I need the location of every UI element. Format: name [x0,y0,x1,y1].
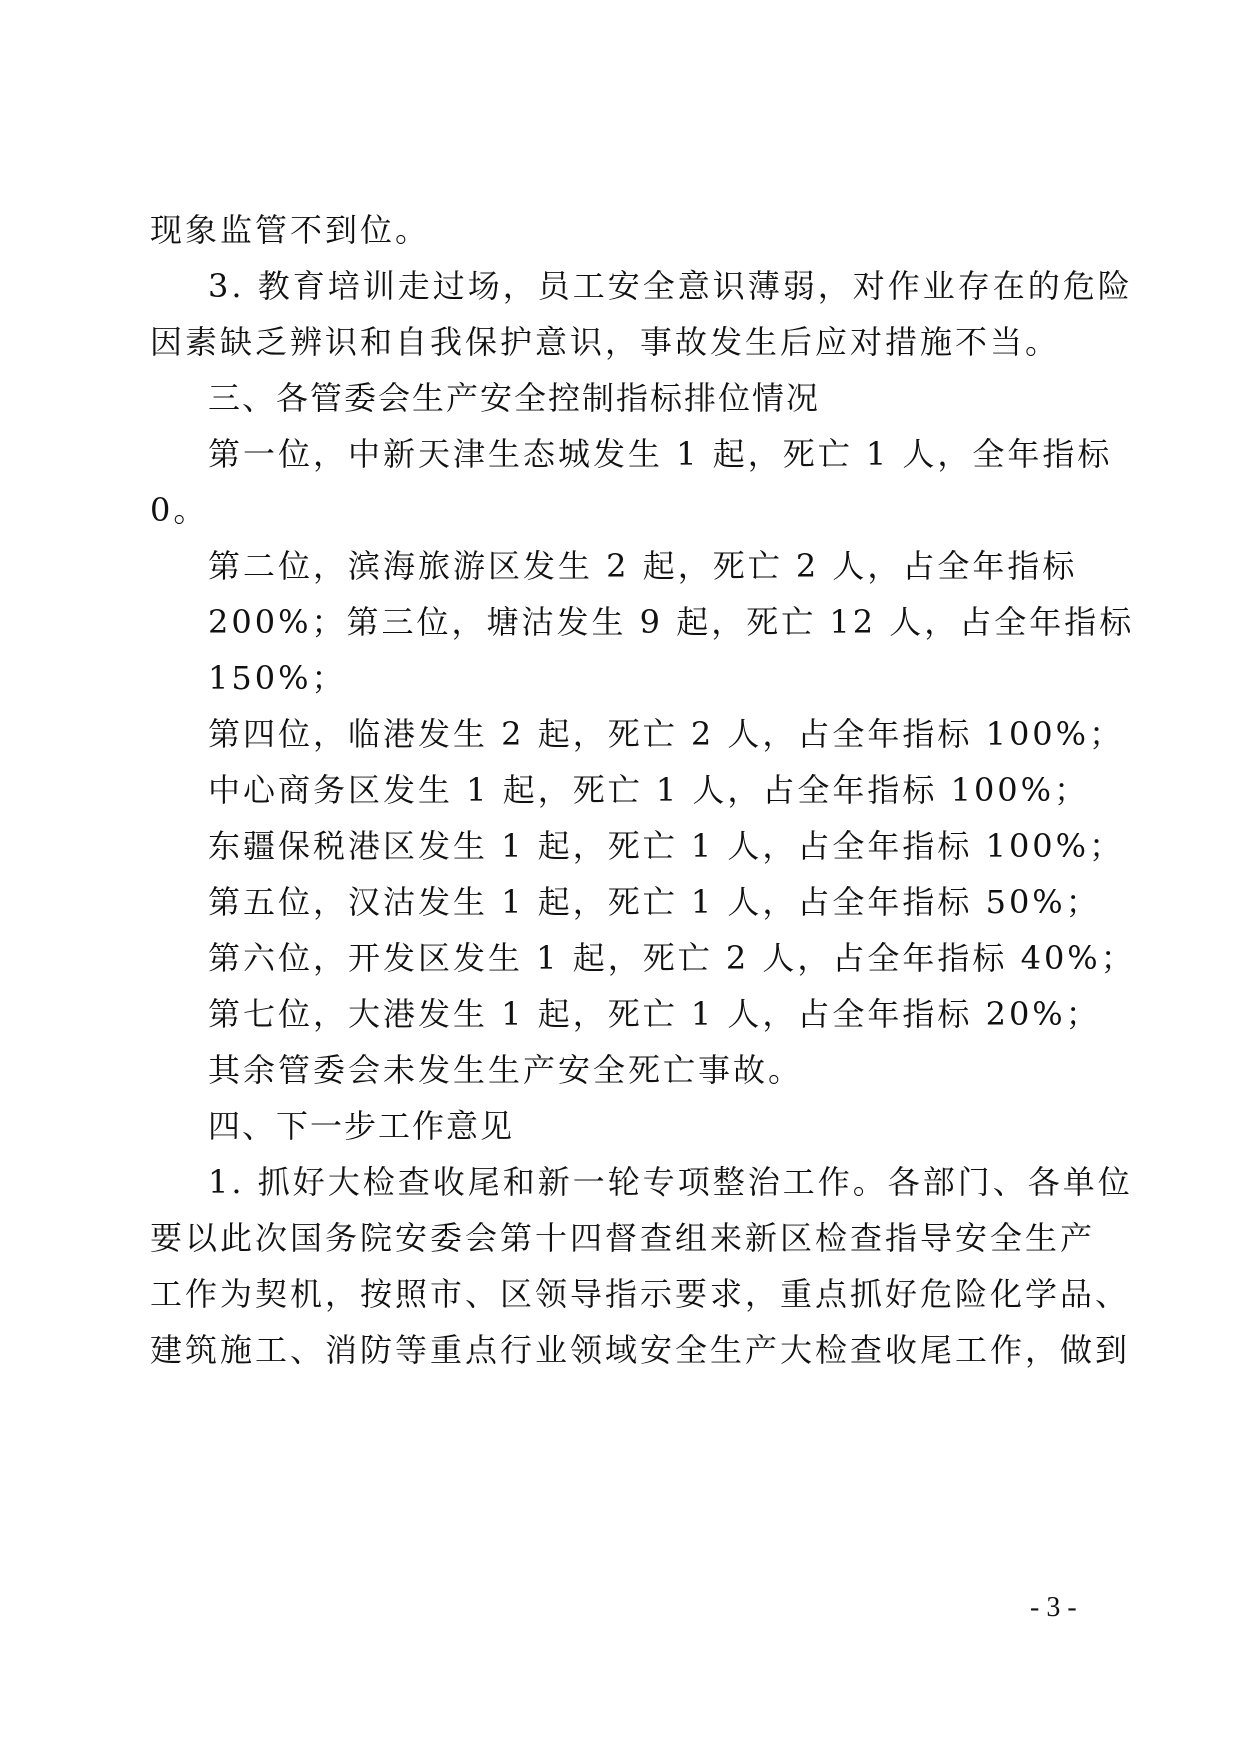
text-line: 第四位，临港发生 2 起，死亡 2 人，占全年指标 100%； [208,715,1125,753]
text-line: 工作为契机，按照市、区领导指示要求，重点抓好危险化学品、 [150,1275,1131,1313]
text-line: 第七位，大港发生 1 起，死亡 1 人，占全年指标 20%； [208,995,1101,1033]
text-line: 现象监管不到位。 [150,211,431,249]
text-line: 第二位，滨海旅游区发生 2 起，死亡 2 人，占全年指标 [208,547,1078,585]
text-line: 1. 抓好大检查收尾和新一轮专项整治工作。各部门、各单位 [208,1163,1133,1201]
text-line: 建筑施工、消防等重点行业领域安全生产大检查收尾工作，做到 [150,1331,1131,1369]
text-line: 150%； [208,659,347,697]
text-line: 东疆保税港区发生 1 起，死亡 1 人，占全年指标 100%； [208,827,1125,865]
text-line: 因素缺乏辨识和自我保护意识，事故发生后应对措施不当。 [150,323,1061,361]
section-heading: 四、下一步工作意见 [208,1107,515,1145]
text-line: 要以此次国务院安委会第十四督查组来新区检查指导安全生产 [150,1219,1096,1257]
text-line: 中心商务区发生 1 起，死亡 1 人，占全年指标 100%； [208,771,1090,809]
text-line: 第五位，汉沽发生 1 起，死亡 1 人，占全年指标 50%； [208,883,1101,921]
section-heading: 三、各管委会生产安全控制指标排位情况 [208,379,821,417]
text-line: 200%；第三位，塘沽发生 9 起，死亡 12 人，占全年指标 [208,603,1135,641]
text-line: 第六位，开发区发生 1 起，死亡 2 人，占全年指标 40%； [208,939,1136,977]
text-line: 其余管委会未发生生产安全死亡事故。 [208,1051,804,1089]
page-number: - 3 - [1030,1592,1077,1623]
text-line: 0。 [150,491,209,529]
text-line: 第一位，中新天津生态城发生 1 起，死亡 1 人，全年指标 [208,435,1113,473]
text-line: 3. 教育培训走过场，员工安全意识薄弱，对作业存在的危险 [208,267,1133,305]
